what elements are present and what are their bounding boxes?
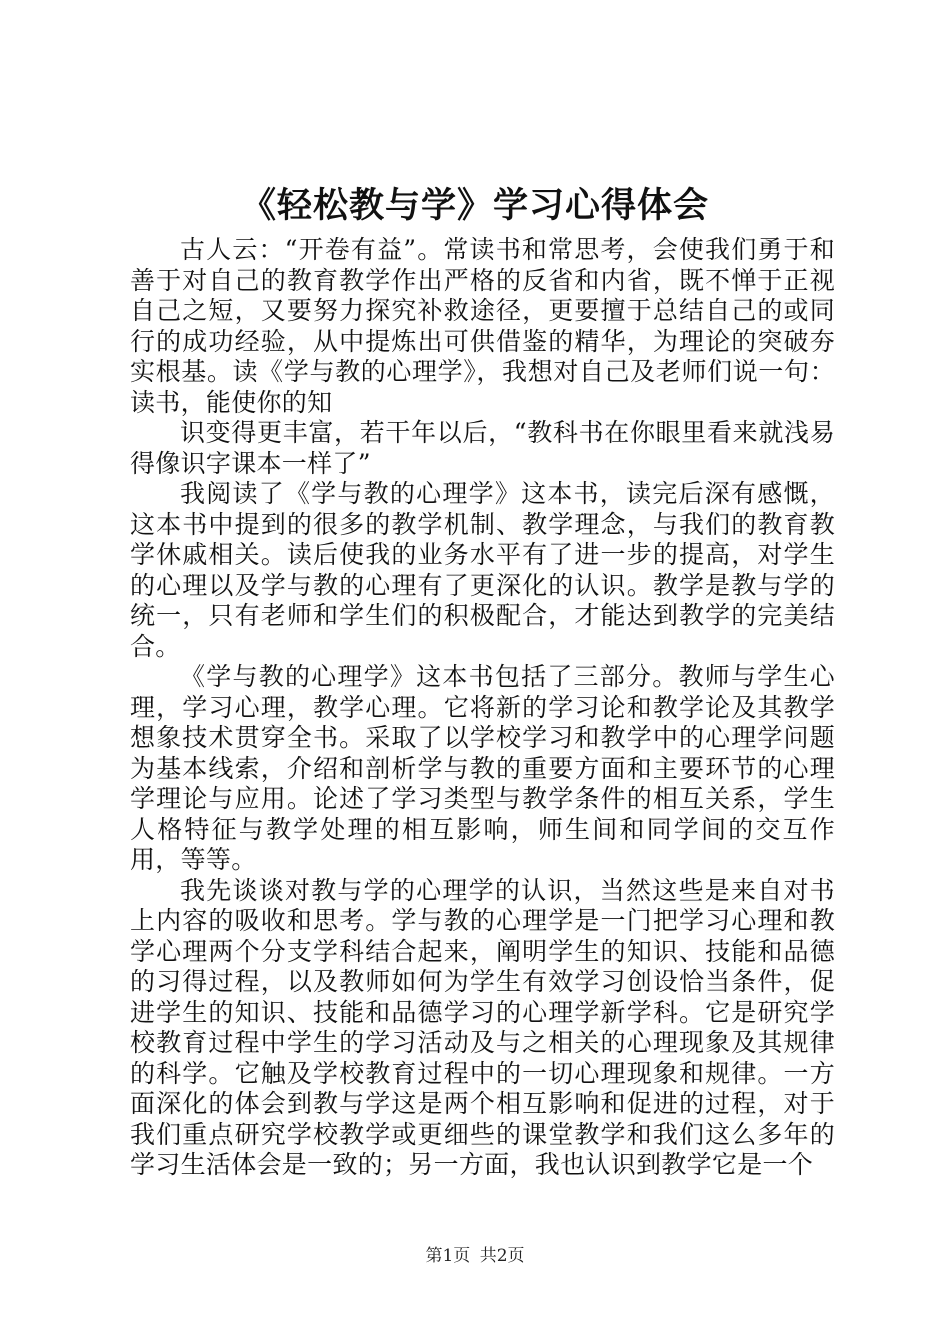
paragraph-1: 古人云：“开卷有益”。常读书和常思考，会使我们勇于和善于对自己的教育教学作出严格的反省和内省，既不惮于正视自己之短，又要努力探究补救途径，更要擅于总结自己的或同行的成功经验，从中提炼出可供借鉴的精华，为理论的突破夯实根基。读《学与教的心理学》，我想对自己及老师们说一句：读书，能使你的知 <box>130 235 835 417</box>
page-footer <box>0 1245 950 1267</box>
paragraph-4: 《学与教的心理学》这本书包括了三部分。教师与学生心理，学习心理，教学心理。它将新的学习论和教学论及其教学想象技术贯穿全书。采取了以学校学习和教学中的心理学问题为基本线索，介绍和剖析学与教的重要方面和主要环节的心理学理论与应用。论述了学习类型与教学条件的相互关系，学生人格特征与教学处理的相互影响，师生间和同学间的交互作用，等等。 <box>130 662 835 874</box>
paragraph-5: 我先谈谈对教与学的心理学的认识，当然这些是来自对书上内容的吸收和思考。学与教的心理学是一门把学习心理和教学心理两个分支学科结合起来，阐明学生的知识、技能和品德的习得过程，以及教师如何为学生有效学习创设恰当条件，促进学生的知识、技能和品德学习的心理学新学科。它是研究学校教育过程中学生的学习活动及与之相关的心理现象及其规律的科学。它触及学校教育过程中的一切心理现象和规律。一方面深化的体会到教与学这是两个相互影响和促进的过程，对于我们重点研究学校教学或更细些的课堂教学和我们这么多年的学习生活体会是一致的；另一方面，我也认识到教学它是一个 <box>130 875 835 1179</box>
paragraph-2: 识变得更丰富，若干年以后，“教科书在你眼里看来就浅易得像识字课本一样了” <box>130 418 835 478</box>
page-number: 第1页 <box>425 1246 471 1266</box>
document-body <box>130 235 835 1181</box>
document-title: 《轻松教与学》学习心得体会 <box>240 186 709 226</box>
page-count: 共2页 <box>479 1246 525 1266</box>
paragraph-3: 我阅读了《学与教的心理学》这本书，读完后深有感慨，这本书中提到的很多的教学机制、教学理念，与我们的教育教学休戚相关。读后使我的业务水平有了进一步的提高，对学生的心理以及学与教的心理有了更深化的认识。教学是教与学的统一，只有老师和学生们的积极配合，才能达到教学的完美结合。 <box>130 479 835 661</box>
